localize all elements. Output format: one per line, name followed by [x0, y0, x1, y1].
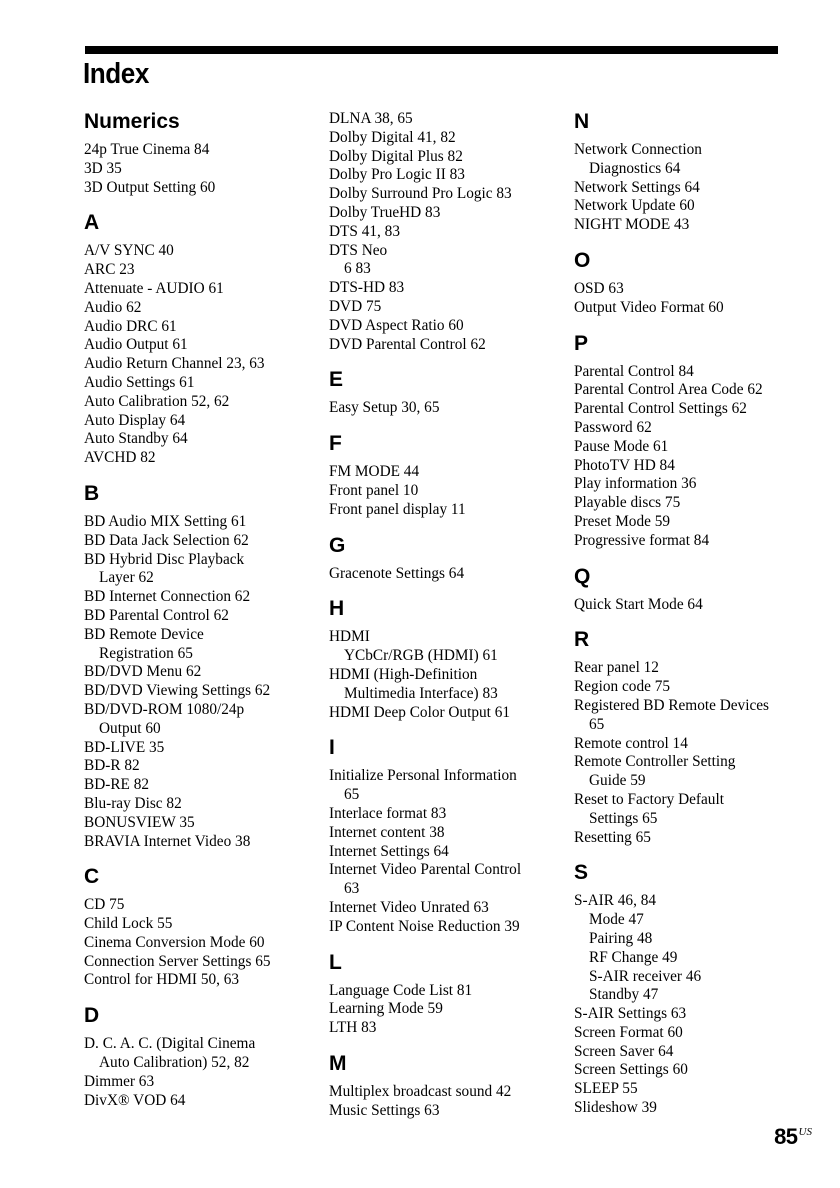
index-entry-line: BD Hybrid Disc Playback	[84, 550, 245, 568]
index-entry	[329, 279, 574, 298]
index-entry-line: Internet Video Parental Control	[329, 861, 522, 879]
section-heading: O	[574, 248, 591, 272]
index-entry-line: BD Audio MIX Setting 61	[84, 512, 247, 530]
index-entry-line: DVD Aspect Ratio 60	[329, 316, 464, 334]
index-entry	[574, 1099, 815, 1118]
index-entry	[329, 824, 574, 843]
index-entry	[329, 204, 574, 223]
page-number: 85	[774, 1124, 798, 1149]
index-entry-line: Rear panel 12	[574, 659, 659, 677]
index-entry-line: Diagnostics 64	[589, 159, 681, 177]
index-entry-line: Remote control 14	[574, 734, 688, 752]
index-entry	[84, 833, 329, 852]
index-entry	[574, 829, 815, 848]
index-entry	[329, 704, 574, 723]
index-entry-line: Multiplex broadcast sound 42	[329, 1082, 512, 1100]
index-entry-line: DLNA 38, 65	[329, 110, 413, 127]
index-entry-line: Reset to Factory Default	[574, 790, 724, 808]
index-entry-line: OSD 63	[574, 279, 624, 297]
section-heading: A	[84, 211, 100, 235]
index-entry-line: Screen Settings 60	[574, 1061, 688, 1079]
index-entry	[574, 791, 815, 829]
index-entry-line: 24p True Cinema 84	[84, 141, 210, 158]
index-entry	[329, 166, 574, 185]
index-entry-line: ARC 23	[84, 261, 135, 279]
index-entry-line: BD/DVD-ROM 1080/24p	[84, 700, 245, 718]
index-entry-line: Audio Output 61	[84, 336, 188, 354]
index-entry-line: S-AIR Settings 63	[574, 1005, 687, 1023]
index-entry-line: Dolby Pro Logic II 83	[329, 166, 465, 184]
index-entry-line: Parental Control 84	[574, 362, 694, 380]
index-entry-line: Playable discs 75	[574, 494, 681, 512]
index-entry	[574, 419, 815, 438]
section-heading: E	[329, 368, 344, 392]
index-entry-line: BD Data Jack Selection 62	[84, 531, 249, 549]
index-entry	[574, 363, 815, 382]
index-entry	[329, 223, 574, 242]
index-entry-line: Cinema Conversion Mode 60	[84, 933, 265, 951]
index-entry-line: Settings 65	[589, 809, 658, 827]
index-entry	[329, 242, 574, 280]
index-entry-line: NIGHT MODE 43	[574, 216, 690, 234]
index-entry	[574, 1043, 815, 1062]
index-entry	[84, 551, 329, 589]
index-entry-line: Multimedia Interface) 83	[344, 684, 498, 702]
index-entry	[84, 1073, 329, 1092]
section-heading: P	[574, 331, 589, 355]
index-entry-line: 65	[589, 715, 605, 733]
top-rule	[85, 46, 778, 54]
index-entry-line: Child Lock 55	[84, 915, 173, 933]
index-entry-line: Internet content 38	[329, 823, 445, 841]
index-entry-line: DVD 75	[329, 297, 382, 315]
index-entry	[574, 1005, 815, 1024]
index-entry-line: Connection Server Settings 65	[84, 952, 271, 970]
index-entry	[84, 663, 329, 682]
page-number-region-suffix: US	[798, 1126, 812, 1138]
index-entry	[84, 318, 329, 337]
index-entry-line: Pause Mode 61	[574, 437, 669, 455]
index-entry	[574, 1080, 815, 1099]
index-entry	[329, 185, 574, 204]
index-entry-line: Layer 62	[99, 569, 154, 587]
index-entry	[84, 915, 329, 934]
index-entry	[84, 280, 329, 299]
index-section	[574, 110, 815, 235]
index-entry	[84, 513, 329, 532]
index-entry	[84, 449, 329, 468]
index-section	[84, 211, 329, 468]
index-entry-line: Quick Start Mode 64	[574, 595, 703, 613]
index-section	[329, 110, 574, 354]
index-entry	[574, 1024, 815, 1043]
index-entry-line: Audio DRC 61	[84, 317, 177, 335]
index-entry-line: BD/DVD Viewing Settings 62	[84, 682, 271, 700]
index-entry	[84, 261, 329, 280]
index-entry	[574, 930, 815, 949]
section-heading: L	[329, 950, 342, 974]
index-entry	[329, 666, 574, 704]
index-entry-line: DVD Parental Control 62	[329, 335, 486, 353]
index-entry-line: BD/DVD Menu 62	[84, 663, 202, 681]
index-entry-line: Audio Return Channel 23, 63	[84, 355, 265, 373]
index-entry-line: DTS 41, 83	[329, 222, 400, 240]
index-entry	[329, 148, 574, 167]
index-entry-line: A/V SYNC 40	[84, 242, 174, 260]
index-entry	[574, 457, 815, 476]
index-entry-line: YCbCr/RGB (HDMI) 61	[344, 647, 498, 665]
index-entry-line: BD-RE 82	[84, 776, 150, 794]
index-entry	[574, 596, 815, 615]
index-entry	[574, 892, 815, 911]
index-entry-line: BONUSVIEW 35	[84, 813, 195, 831]
index-entry-line: S-AIR 46, 84	[574, 892, 657, 910]
index-entry	[329, 501, 574, 520]
index-entry-line: Auto Calibration) 52, 82	[99, 1054, 250, 1072]
index-entry-line: S-AIR receiver 46	[589, 967, 702, 985]
index-column-1	[84, 110, 329, 1110]
index-entry	[329, 463, 574, 482]
index-entry-line: FM MODE 44	[329, 463, 420, 481]
index-entry	[84, 776, 329, 795]
index-entry	[574, 400, 815, 419]
index-section	[329, 534, 574, 584]
index-entry-line: Password 62	[574, 418, 652, 436]
index-entry-line: Network Update 60	[574, 197, 695, 215]
index-entry	[574, 513, 815, 532]
index-entry-line: 6 83	[344, 260, 371, 278]
index-section	[574, 332, 815, 551]
index-entry	[574, 986, 815, 1005]
index-entry	[329, 843, 574, 862]
index-section	[574, 861, 815, 1118]
index-entry	[84, 607, 329, 626]
index-entry	[574, 1061, 815, 1080]
index-section	[574, 249, 815, 318]
index-entry	[574, 438, 815, 457]
index-entry	[574, 475, 815, 494]
index-entry-line: HDMI	[329, 628, 370, 646]
index-entry	[84, 532, 329, 551]
index-entry	[329, 482, 574, 501]
index-entry-line: Registration 65	[99, 644, 193, 662]
index-section	[329, 597, 574, 722]
index-column-3	[574, 110, 815, 1118]
index-entry-line: Remote Controller Setting	[574, 753, 736, 771]
index-entry	[84, 814, 329, 833]
index-entry-line: Registered BD Remote Devices	[574, 696, 769, 714]
index-entry-line: Attenuate - AUDIO 61	[84, 279, 224, 297]
section-heading: S	[574, 861, 589, 885]
index-entry-line: Resetting 65	[574, 828, 651, 846]
index-entry-line: IP Content Noise Reduction 39	[329, 917, 520, 935]
index-entry	[84, 242, 329, 261]
index-entry-line: LTH 83	[329, 1019, 377, 1037]
index-entry	[574, 697, 815, 735]
index-entry-line: HDMI Deep Color Output 61	[329, 703, 510, 721]
section-heading: C	[84, 865, 100, 889]
index-entry	[329, 317, 574, 336]
index-entry-line: Parental Control Settings 62	[574, 400, 747, 418]
index-entry	[84, 739, 329, 758]
index-entry-line: Gracenote Settings 64	[329, 564, 465, 582]
index-entry	[329, 628, 574, 666]
index-section	[84, 865, 329, 990]
index-entry-line: DTS-HD 83	[329, 279, 405, 297]
index-entry	[574, 949, 815, 968]
index-entry-line: Easy Setup 30, 65	[329, 399, 440, 417]
index-entry	[329, 982, 574, 1001]
index-entry-line: Music Settings 63	[329, 1101, 440, 1119]
section-heading: H	[329, 597, 345, 621]
index-entry	[329, 899, 574, 918]
section-heading: F	[329, 432, 342, 456]
index-entry	[574, 280, 815, 299]
section-heading: I	[329, 736, 335, 760]
index-columns	[84, 110, 815, 1120]
index-entry	[329, 861, 574, 899]
index-entry	[84, 626, 329, 664]
index-entry	[329, 805, 574, 824]
index-entry-line: Dolby Digital 41, 82	[329, 128, 456, 146]
index-entry-line: BRAVIA Internet Video 38	[84, 832, 251, 850]
index-entry-line: 3D 35	[84, 159, 122, 177]
index-entry-line: RF Change 49	[589, 948, 678, 966]
index-entry-line: Network Connection	[574, 141, 702, 158]
section-heading: Q	[574, 564, 591, 588]
index-entry	[329, 1000, 574, 1019]
index-entry-line: Play information 36	[574, 475, 697, 493]
index-entry-line: Interlace format 83	[329, 804, 447, 822]
index-entry-line: Slideshow 39	[574, 1099, 657, 1117]
index-entry	[84, 896, 329, 915]
index-entry-line: Dolby Digital Plus 82	[329, 147, 463, 165]
index-entry-line: Auto Display 64	[84, 411, 186, 429]
index-entry	[574, 532, 815, 551]
index-entry	[574, 216, 815, 235]
index-entry-line: PhotoTV HD 84	[574, 456, 675, 474]
index-entry	[574, 381, 815, 400]
index-entry	[84, 336, 329, 355]
index-entry	[84, 430, 329, 449]
index-entry	[329, 298, 574, 317]
index-entry-line: Auto Calibration 52, 62	[84, 392, 230, 410]
index-entry	[84, 682, 329, 701]
index-entry-line: DivX® VOD 64	[84, 1091, 186, 1109]
index-entry-line: HDMI (High-Definition	[329, 665, 478, 683]
index-section	[574, 565, 815, 615]
section-heading: Numerics	[84, 110, 180, 133]
index-section	[329, 432, 574, 519]
index-entry-line: AVCHD 82	[84, 449, 156, 467]
index-section	[84, 1004, 329, 1110]
index-section	[84, 110, 329, 197]
index-entry	[574, 968, 815, 987]
index-entry-line: Front panel 10	[329, 481, 419, 499]
index-entry-line: BD Remote Device	[84, 625, 204, 643]
index-entry-line: Blu-ray Disc 82	[84, 794, 182, 812]
index-section	[84, 482, 329, 851]
index-entry-line: Dimmer 63	[84, 1072, 155, 1090]
section-heading: D	[84, 1004, 100, 1028]
index-entry-line: Output Video Format 60	[574, 298, 724, 316]
index-entry	[84, 934, 329, 953]
index-entry	[574, 141, 815, 179]
index-entry-line: DTS Neo	[329, 241, 388, 259]
index-entry-line: Guide 59	[589, 772, 646, 790]
index-entry	[84, 971, 329, 990]
index-entry-line: Screen Format 60	[574, 1023, 683, 1041]
section-heading: M	[329, 1051, 347, 1075]
index-entry	[574, 911, 815, 930]
index-entry-line: Standby 47	[589, 986, 659, 1004]
index-entry-line: 65	[344, 786, 360, 804]
index-entry	[84, 588, 329, 607]
index-entry	[84, 141, 329, 160]
index-entry	[329, 129, 574, 148]
index-section	[574, 628, 815, 847]
index-entry-line: Parental Control Area Code 62	[574, 381, 763, 399]
index-entry	[329, 1083, 574, 1102]
index-entry-line: D. C. A. C. (Digital Cinema	[84, 1035, 256, 1053]
index-entry-line: BD-R 82	[84, 757, 140, 775]
index-entry-line: Dolby Surround Pro Logic 83	[329, 185, 512, 203]
index-entry	[84, 795, 329, 814]
page-title: Index	[83, 58, 149, 90]
index-entry	[329, 399, 574, 418]
index-entry-line: Learning Mode 59	[329, 1000, 443, 1018]
section-heading: G	[329, 533, 346, 557]
index-entry-line: Internet Video Unrated 63	[329, 898, 489, 916]
index-entry-line: Internet Settings 64	[329, 842, 449, 860]
index-entry	[329, 1102, 574, 1121]
index-entry	[84, 1092, 329, 1111]
index-entry-line: Output 60	[99, 719, 161, 737]
index-entry-line: Control for HDMI 50, 63	[84, 971, 240, 989]
index-entry-line: 3D Output Setting 60	[84, 178, 216, 196]
index-entry	[84, 355, 329, 374]
index-entry-line: Language Code List 81	[329, 981, 473, 999]
index-entry-line: Initialize Personal Information	[329, 767, 517, 785]
index-entry-line: Screen Saver 64	[574, 1042, 674, 1060]
index-entry	[574, 659, 815, 678]
index-entry	[329, 1019, 574, 1038]
index-entry	[329, 767, 574, 805]
index-entry-line: Audio 62	[84, 298, 142, 316]
index-entry	[574, 678, 815, 697]
section-heading: B	[84, 481, 100, 505]
index-section	[329, 951, 574, 1038]
section-heading: N	[574, 110, 590, 133]
index-section	[329, 1052, 574, 1121]
index-column-2	[329, 110, 574, 1120]
index-entry-line: Mode 47	[589, 911, 644, 929]
index-entry-line: BD-LIVE 35	[84, 738, 165, 756]
index-entry-line: CD 75	[84, 896, 125, 914]
index-entry-line: Preset Mode 59	[574, 512, 671, 530]
index-entry	[574, 753, 815, 791]
index-entry	[84, 160, 329, 179]
index-section	[329, 368, 574, 418]
index-entry-line: Auto Standby 64	[84, 430, 188, 448]
index-entry	[84, 757, 329, 776]
index-entry-line: Progressive format 84	[574, 531, 710, 549]
index-entry-line: Audio Settings 61	[84, 373, 195, 391]
index-entry	[574, 197, 815, 216]
index-entry-line: BD Internet Connection 62	[84, 588, 251, 606]
index-entry-line: BD Parental Control 62	[84, 606, 229, 624]
index-entry	[84, 701, 329, 739]
page-footer	[774, 1124, 812, 1150]
index-entry	[84, 393, 329, 412]
index-entry	[84, 299, 329, 318]
index-entry-line: Dolby TrueHD 83	[329, 203, 441, 221]
index-entry	[574, 299, 815, 318]
index-entry-line: SLEEP 55	[574, 1080, 638, 1098]
index-entry	[84, 1035, 329, 1073]
index-entry	[574, 179, 815, 198]
index-entry	[574, 735, 815, 754]
index-section	[329, 736, 574, 936]
index-entry-line: Front panel display 11	[329, 500, 466, 518]
index-entry	[84, 374, 329, 393]
index-entry	[84, 953, 329, 972]
index-entry	[329, 110, 574, 129]
index-entry	[84, 412, 329, 431]
index-entry	[329, 336, 574, 355]
section-heading: R	[574, 628, 590, 652]
index-entry-line: Network Settings 64	[574, 178, 700, 196]
index-entry	[84, 179, 329, 198]
index-entry-line: Region code 75	[574, 678, 671, 696]
index-entry-line: 63	[344, 880, 360, 898]
index-entry-line: Pairing 48	[589, 929, 653, 947]
index-entry	[329, 918, 574, 937]
index-entry	[329, 565, 574, 584]
index-entry	[574, 494, 815, 513]
